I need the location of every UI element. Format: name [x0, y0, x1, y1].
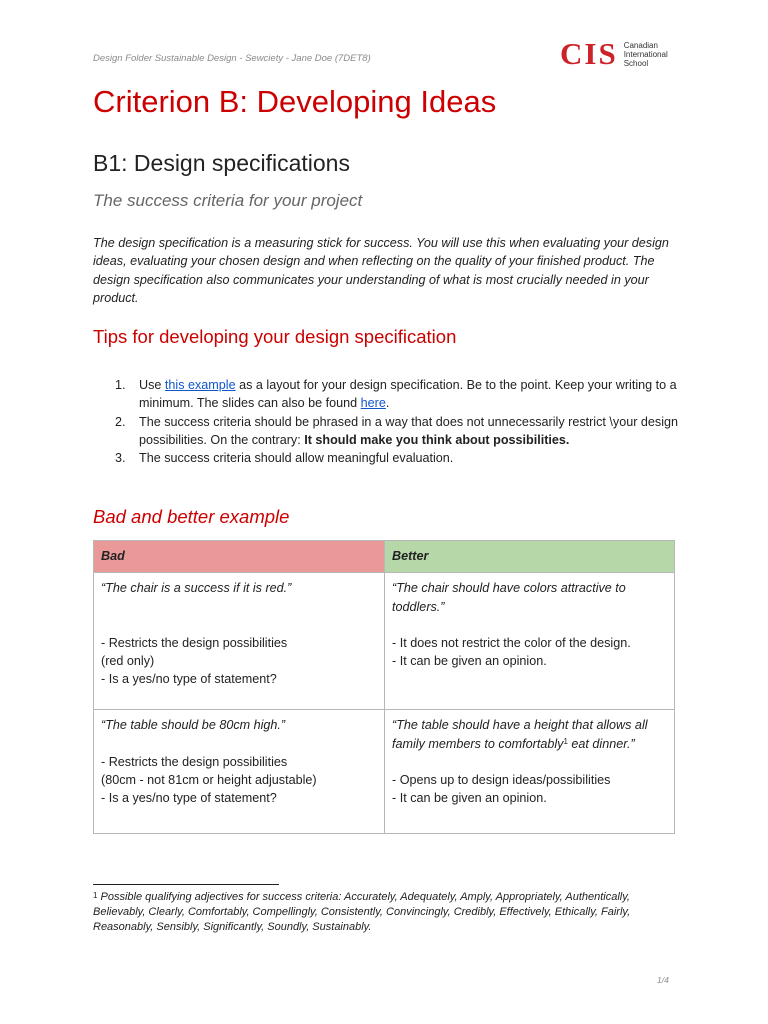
table-cell-better	[385, 710, 675, 834]
spacer	[101, 598, 377, 634]
footnote-marker: 1	[93, 891, 98, 900]
bad-quote: “The table should be 80cm high.”	[101, 718, 286, 733]
list-number: 2.	[115, 414, 126, 429]
list-text: as a layout for your design specification. Be to the point. Keep your writing to a minimum. The slides can also be found	[139, 378, 677, 411]
column-header-bad: Bad	[94, 541, 385, 573]
comparison-table	[93, 540, 675, 834]
list-number: 1.	[115, 378, 126, 392]
list-item	[93, 413, 683, 450]
better-quote: “The chair should have colors attractive to toddlers.”	[392, 581, 626, 614]
list-item	[93, 449, 683, 467]
spacer	[392, 616, 667, 634]
table-cell-bad	[94, 573, 385, 710]
table-row	[94, 710, 675, 834]
spacer	[392, 753, 667, 771]
better-quote-text: “The table should have a height that allows all family members to comfortably	[392, 718, 648, 751]
bad-quote: “The chair is a success if it is red.”	[101, 581, 292, 596]
footnote-divider	[93, 884, 279, 885]
tips-heading: Tips for developing your design specification	[93, 326, 457, 347]
table-header-row	[94, 541, 675, 573]
logo-word: School	[623, 58, 649, 68]
footnote-text: Possible qualifying adjectives for success criteria: Accurately, Adequately, Amply, Appropriately, Authentically, Believably, Clearly, Comfortably, Compellingly, Consistently, Convincingly, Credibly, Effectively, Ethically, Fairly, Reasonably, Sensibly, Significantly, Soundly, Sustainably.	[93, 891, 631, 934]
footnote-ref[interactable]: 1	[563, 736, 568, 746]
table-row	[94, 573, 675, 710]
section-subtitle: The success criteria for your project	[93, 191, 363, 210]
logo-word: International	[623, 49, 668, 59]
list-text: .	[385, 396, 390, 411]
spacer	[101, 735, 377, 753]
table-cell-better	[385, 573, 675, 710]
better-notes: - Opens up to design ideas/possibilities - It can be given an opinion.	[392, 772, 611, 806]
list-text: Use	[139, 378, 165, 392]
better-notes: - It does not restrict the color of the design. - It can be given an opinion.	[392, 635, 631, 669]
example-link[interactable]: this example	[164, 378, 236, 392]
tips-list	[93, 376, 683, 467]
better-quote	[392, 716, 667, 753]
list-item	[93, 376, 683, 413]
table-cell-bad	[94, 710, 385, 834]
page-number: 1/4	[657, 975, 669, 985]
bad-notes: - Restricts the design possibilities (80cm - not 81cm or height adjustable) - Is a yes/no type of statement?	[101, 754, 317, 806]
column-header-better: Better	[385, 541, 675, 573]
logo-words	[624, 41, 668, 68]
footnote	[93, 890, 683, 936]
logo-word: Canadian	[623, 40, 658, 50]
better-quote-text: eat dinner.”	[567, 736, 635, 751]
section-title: B1: Design specifications	[93, 150, 350, 176]
logo-mark: CIS	[560, 36, 618, 71]
list-text: The success criteria should be phrased in a way that does not unnecessarily restrict \your design possibilities. On the contrary:	[139, 414, 679, 447]
page-title: Criterion B: Developing Ideas	[93, 84, 497, 119]
list-text: The success criteria should allow meaningful evaluation.	[139, 451, 454, 466]
example-heading: Bad and better example	[93, 506, 290, 527]
running-header: Design Folder Sustainable Design - Sewciety - Jane Doe (7DET8)	[93, 53, 371, 64]
list-text-bold: It should make you think about possibilities.	[304, 432, 570, 447]
slides-link[interactable]: here	[360, 396, 386, 411]
bad-notes: - Restricts the design possibilities (red only) - Is a yes/no type of statement?	[101, 635, 288, 687]
intro-paragraph: The design specification is a measuring stick for success. You will use this when evaluating your design ideas, evaluating your chosen design and when reflecting on the quality of your finished product. The design specification also communicates your understanding of what is most crucially needed in your product.	[93, 236, 669, 305]
list-number: 3.	[115, 451, 126, 466]
school-logo	[560, 36, 668, 71]
